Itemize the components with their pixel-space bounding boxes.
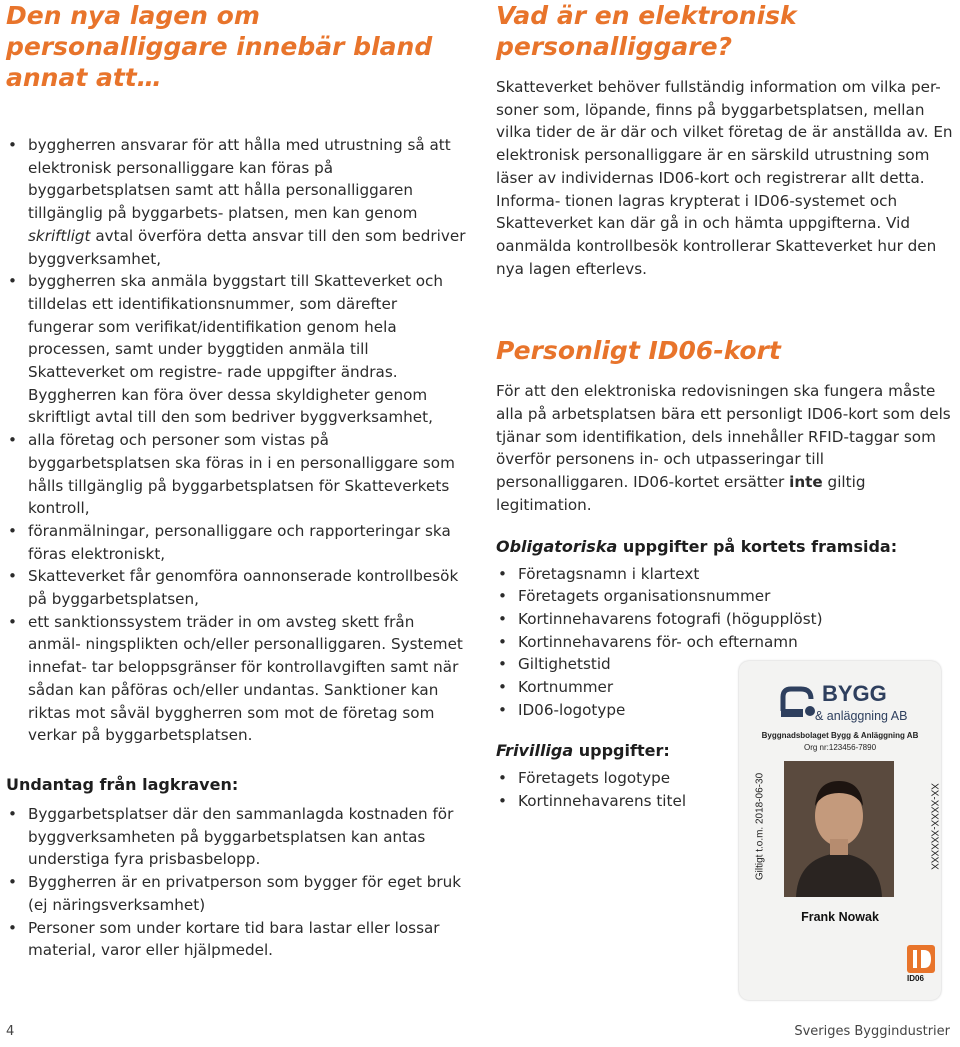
card-number: XX-XXXX-XXXXXX: [928, 783, 940, 870]
intro-paragraph: Skatteverket behöver fullständig information om vilka per- soner som, löpande, finns på byggarbetsplatsen, mellan vilka tider de är där och vilket företag de är anställda av. En elektronisk personalliggare är en särskild utrustning som läser av individernas ID06-kort och registrerar allt detta. Informa- tionen lagras krypterat i ID06-systemet och Skatteverket kan där gå in och hämta uppgifterna. Vid oanmälda kontrollbesök kontrollerar Skatteverket hur den nya lagen efterlevs.: [496, 78, 953, 278]
card-holder-name: Frank Nowak: [801, 910, 879, 924]
card-id06-label: ID06: [907, 974, 924, 983]
id06-card-image: [739, 661, 941, 1000]
left-column: [6, 0, 466, 962]
bygg-logo-icon: [777, 681, 819, 723]
list-item: • Företagets logotype: [498, 769, 671, 788]
list-item: • Kortnummer: [498, 678, 614, 697]
footer-organization: Sveriges Byggindustrier: [794, 1024, 950, 1039]
section-title-electronic-register: Vad är en elektronisk personalliggare?: [496, 1, 797, 61]
mandatory-heading: Obligatoriska uppgifter på kortets framsida:: [496, 536, 898, 556]
card-paragraph: För att den elektroniska redovisningen ska fungera måste alla på arbetsplatsen bära ett personligt ID06-kort som dels tjänar som identifikation, dels innehåller RFID-taggar som överför personens in- och utpasseringar till personalliggaren. ID06-kortet ersätter inte giltig legitimation.: [496, 382, 951, 514]
list-item: • Företagsnamn i klartext: [498, 564, 700, 583]
list-item: • Skatteverket får genomföra oannonserade kontrollbesök på byggarbetsplatsen,: [8, 567, 459, 609]
list-item: • Kortinnehavarens för- och efternamn: [498, 632, 798, 651]
list-item: • Personer som under kortare tid bara lastar eller lossar material, varor eller hjälpmedel.: [8, 918, 440, 960]
list-item: • byggherren ansvarar för att hålla med utrustning så att elektronisk personalliggare kan föras på byggarbetsplatsen samt att hålla personalliggaren tillgänglig på byggarbets- platsen, men kan genom skriftligt avtal överföra detta ansvar till den som bedriver byggverksamhet,: [8, 136, 466, 268]
list-item: • Byggarbetsplatser där den sammanlagda kostnaden för byggverksamheten på byggarbetsplatsen kan antas understiga fyra prisbasbelopp.: [8, 804, 454, 869]
card-brand-sub: & anläggning AB: [815, 709, 908, 723]
list-item: • ett sanktionssystem träder in om avsteg skett från anmäl- ningsplikten och/eller personalliggaren. Systemet innefat- tar beloppsgränser för kontrollavgiften samt när sådan kan påföras och/eller undantas. Sanktioner kan riktas mot såväl byggherren som mot de företag som verkar på byggarbetsplatsen.: [8, 612, 463, 745]
list-item: • Kortinnehavarens titel: [498, 792, 687, 811]
page-number: 4: [6, 1024, 15, 1039]
list-item: • Byggherren är en privatperson som bygger för eget bruk (ej näringsverksamhet): [8, 873, 462, 914]
list-item: • Kortinnehavarens fotografi (högupplöst): [498, 609, 823, 628]
list-item: • föranmälningar, personalliggare och rapporteringar ska föras elektroniskt,: [8, 521, 451, 563]
list-item: • byggherren ska anmäla byggstart till Skatteverket och tilldelas ett identifikationsnummer, som därefter fungerar som verifikat/identifikation genom hela processen, samt under byggtiden anmäla till Skatteverket om registre- rade uppgifter ändras. Byggherren kan föra över dessa skyldigheter genom skriftligt avtal till den som bedriver byggverksamhet,: [8, 272, 444, 427]
list-item: • Giltighetstid: [498, 655, 611, 674]
section-title-id06-card: Personligt ID06-kort: [496, 336, 781, 366]
main-title: Den nya lagen om personalliggare innebär bland annat att…: [6, 1, 433, 92]
card-org-number: Org nr:123456-7890: [803, 743, 877, 752]
list-item: • ID06-logotype: [498, 700, 626, 719]
optional-heading: Frivilliga uppgifter:: [496, 741, 670, 761]
list-item: • Företagets organisationsnummer: [498, 587, 771, 606]
optional-list: [496, 767, 736, 812]
card-valid-until: Giltigt t.o.m. 2018-06-30: [754, 772, 766, 881]
law-bullet-list: [6, 134, 466, 747]
card-photo: [784, 761, 894, 897]
card-company: Byggnadsbolaget Bygg & Anläggning AB: [761, 731, 919, 740]
list-item: • alla företag och personer som vistas på byggarbetsplatsen ska föras in i en personalliggare som hålls tillgänglig på byggarbetsplatsen för Skatteverkets kontroll,: [8, 431, 455, 518]
exceptions-list: [6, 803, 466, 962]
card-brand: BYGG: [822, 681, 887, 706]
portrait-icon: [784, 761, 894, 897]
exceptions-heading: Undantag från lagkraven:: [6, 774, 239, 794]
